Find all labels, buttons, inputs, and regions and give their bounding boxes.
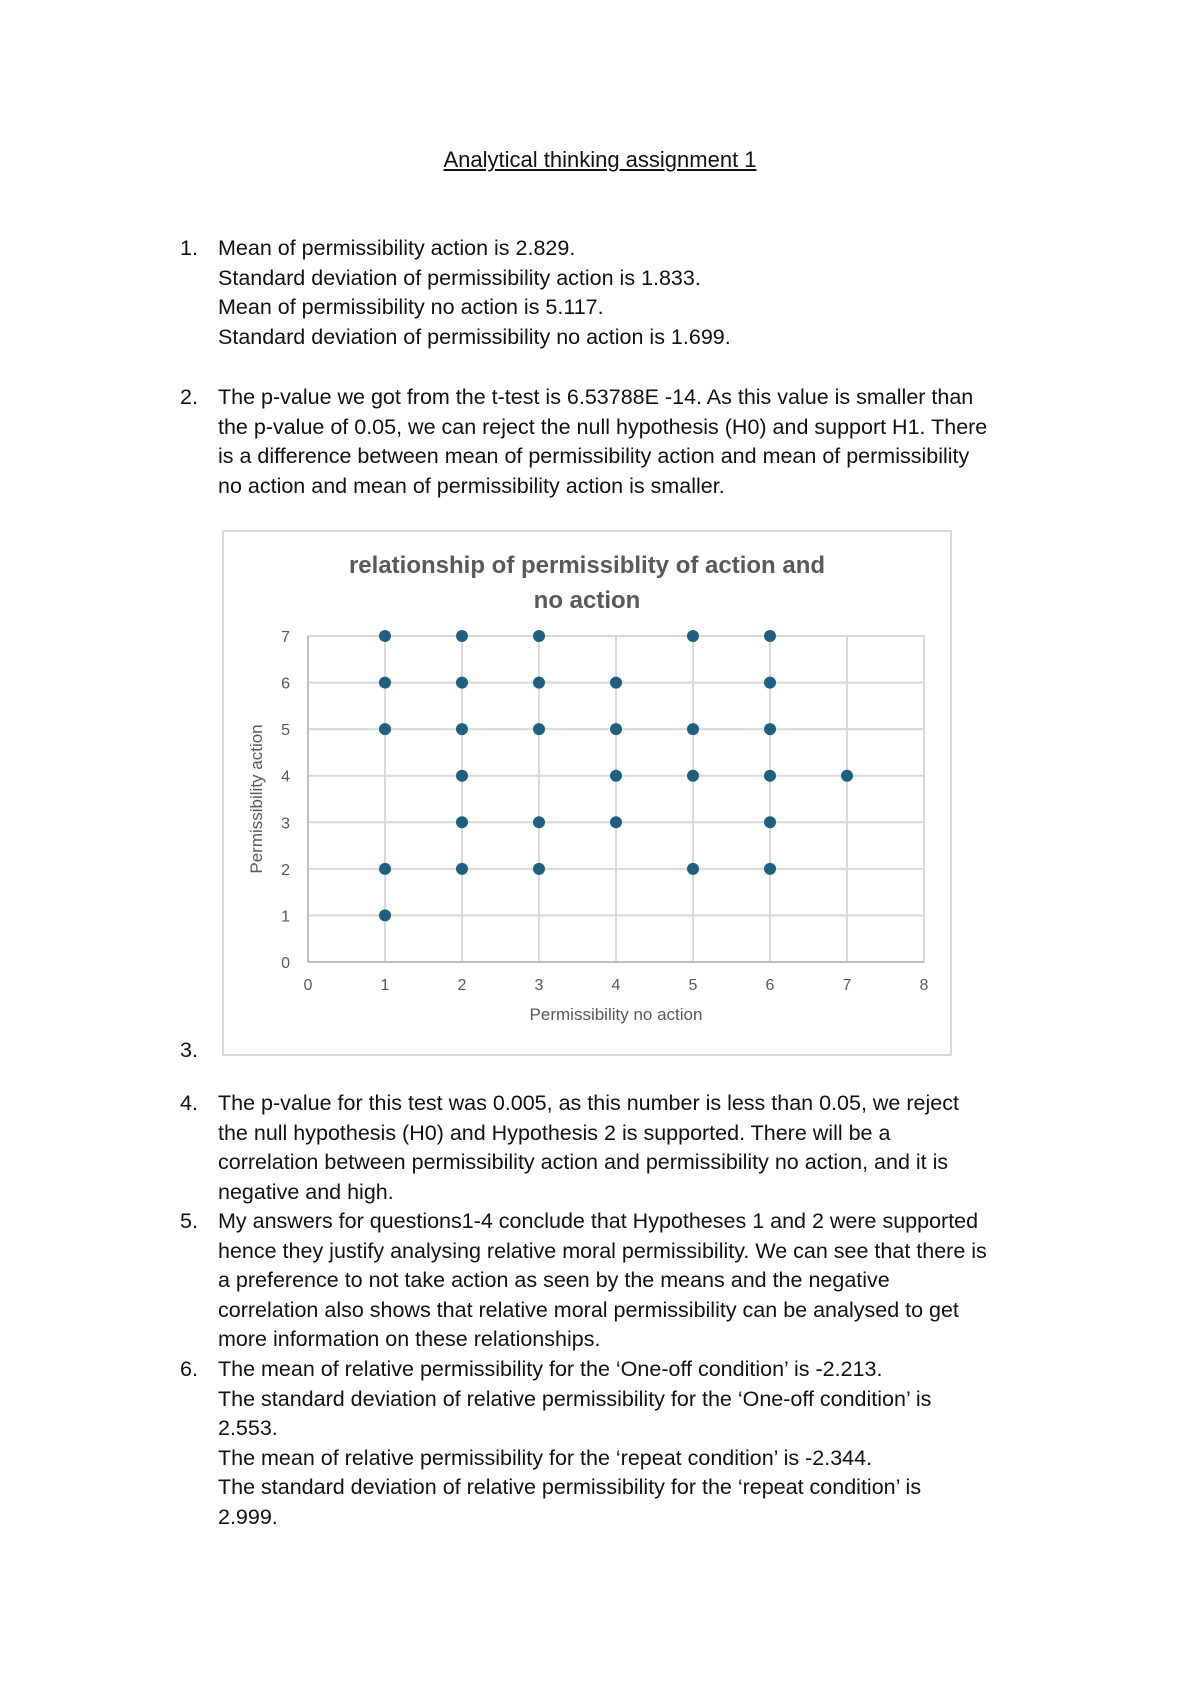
data-point (764, 723, 776, 735)
item-line: The mean of relative permissibility for the ‘repeat condition’ is -2.344. (218, 1445, 873, 1470)
chart-title-line: no action (533, 587, 641, 614)
data-point (687, 770, 699, 782)
x-tick-label: 6 (765, 977, 775, 994)
document-title: Analytical thinking assignment 1 (443, 147, 757, 172)
data-point (533, 723, 545, 735)
item-line: Standard deviation of permissibility no action is 1.699. (218, 324, 731, 349)
data-point (764, 863, 776, 875)
data-point (764, 770, 776, 782)
x-tick-label: 5 (688, 977, 698, 994)
item-line: the p-value of 0.05, we can reject the null hypothesis (H0) and support H1. There (218, 414, 988, 439)
x-tick-label: 2 (457, 977, 467, 994)
item-line: hence they justify analysing relative moral permissibility. We can see that there is (218, 1238, 987, 1263)
scatter-chart (222, 530, 952, 1056)
y-tick-label: 6 (281, 675, 290, 693)
data-point (456, 816, 468, 828)
data-point (610, 770, 622, 782)
data-point (764, 630, 776, 642)
data-point (764, 677, 776, 689)
data-point (456, 630, 468, 642)
item-line: 2.553. (218, 1416, 278, 1441)
item-line: The standard deviation of relative permissibility for the ‘One-off condition’ is (218, 1386, 932, 1411)
item-line: more information on these relationships. (218, 1327, 601, 1352)
x-tick-label: 3 (534, 977, 544, 994)
x-tick-label: 0 (303, 977, 313, 994)
item-line: Standard deviation of permissibility action is 1.833. (218, 265, 701, 290)
item-line: My answers for questions1-4 conclude that Hypotheses 1 and 2 were supported (218, 1209, 979, 1233)
item-line: The standard deviation of relative permissibility for the ‘repeat condition’ is (218, 1475, 922, 1500)
data-point (687, 723, 699, 735)
data-point (456, 863, 468, 875)
item-line: is a difference between mean of permissibility action and mean of permissibility (218, 444, 970, 469)
item-line: negative and high. (218, 1179, 394, 1204)
list-number: 4. (180, 1091, 198, 1115)
item-line: correlation also shows that relative moral permissibility can be analysed to get (218, 1297, 959, 1322)
item-line: the null hypothesis (H0) and Hypothesis 2 is supported. There will be a (218, 1120, 891, 1145)
data-point (379, 909, 391, 921)
item-line: The mean of relative permissibility for the ‘One-off condition’ is -2.213. (218, 1357, 883, 1381)
y-tick-label: 3 (281, 815, 290, 833)
data-point (841, 770, 853, 782)
y-axis-title: Permissibility action (247, 724, 266, 874)
data-point (456, 677, 468, 689)
x-axis-title: Permissibility no action (529, 1005, 703, 1024)
item-line: correlation between permissibility action and permissibility no action, and it is (218, 1150, 949, 1175)
data-point (610, 816, 622, 828)
data-point (456, 770, 468, 782)
data-point (379, 630, 391, 642)
x-tick-label: 8 (919, 977, 929, 994)
list-number: 1. (180, 236, 198, 260)
y-tick-label: 2 (281, 861, 290, 879)
item-line: a preference to not take action as seen by the means and the negative (218, 1268, 890, 1293)
data-point (379, 677, 391, 689)
data-point (379, 863, 391, 875)
item-line: 2.999. (218, 1504, 278, 1529)
list-number: 5. (180, 1209, 198, 1233)
data-point (533, 630, 545, 642)
x-tick-label: 4 (611, 977, 621, 994)
list-number: 6. (180, 1357, 198, 1381)
item-line: Mean of permissibility no action is 5.117. (218, 295, 604, 320)
x-tick-label: 1 (380, 977, 390, 994)
data-point (687, 630, 699, 642)
data-point (533, 816, 545, 828)
list-number: 3. (180, 1038, 198, 1062)
y-tick-label: 1 (281, 908, 290, 926)
data-point (533, 863, 545, 875)
item-line: The p-value we got from the t-test is 6.53788E -14. As this value is smaller than (218, 385, 974, 409)
data-point (764, 816, 776, 828)
data-point (610, 677, 622, 689)
y-tick-label: 5 (281, 722, 290, 740)
item-line: no action and mean of permissibility action is smaller. (218, 473, 725, 498)
data-point (533, 677, 545, 689)
data-point (456, 723, 468, 735)
data-point (687, 863, 699, 875)
y-tick-label: 0 (281, 955, 290, 972)
list-number: 2. (180, 385, 198, 409)
item-line: The p-value for this test was 0.005, as this number is less than 0.05, we reject (218, 1091, 959, 1115)
data-point (610, 723, 622, 735)
y-tick-label: 7 (281, 629, 290, 646)
chart-title-line: relationship of permissiblity of action and (348, 552, 826, 579)
chart-title (224, 548, 950, 618)
item-line: Mean of permissibility action is 2.829. (218, 236, 576, 260)
data-point (379, 723, 391, 735)
x-tick-label: 7 (842, 977, 852, 994)
y-tick-label: 4 (281, 768, 290, 786)
